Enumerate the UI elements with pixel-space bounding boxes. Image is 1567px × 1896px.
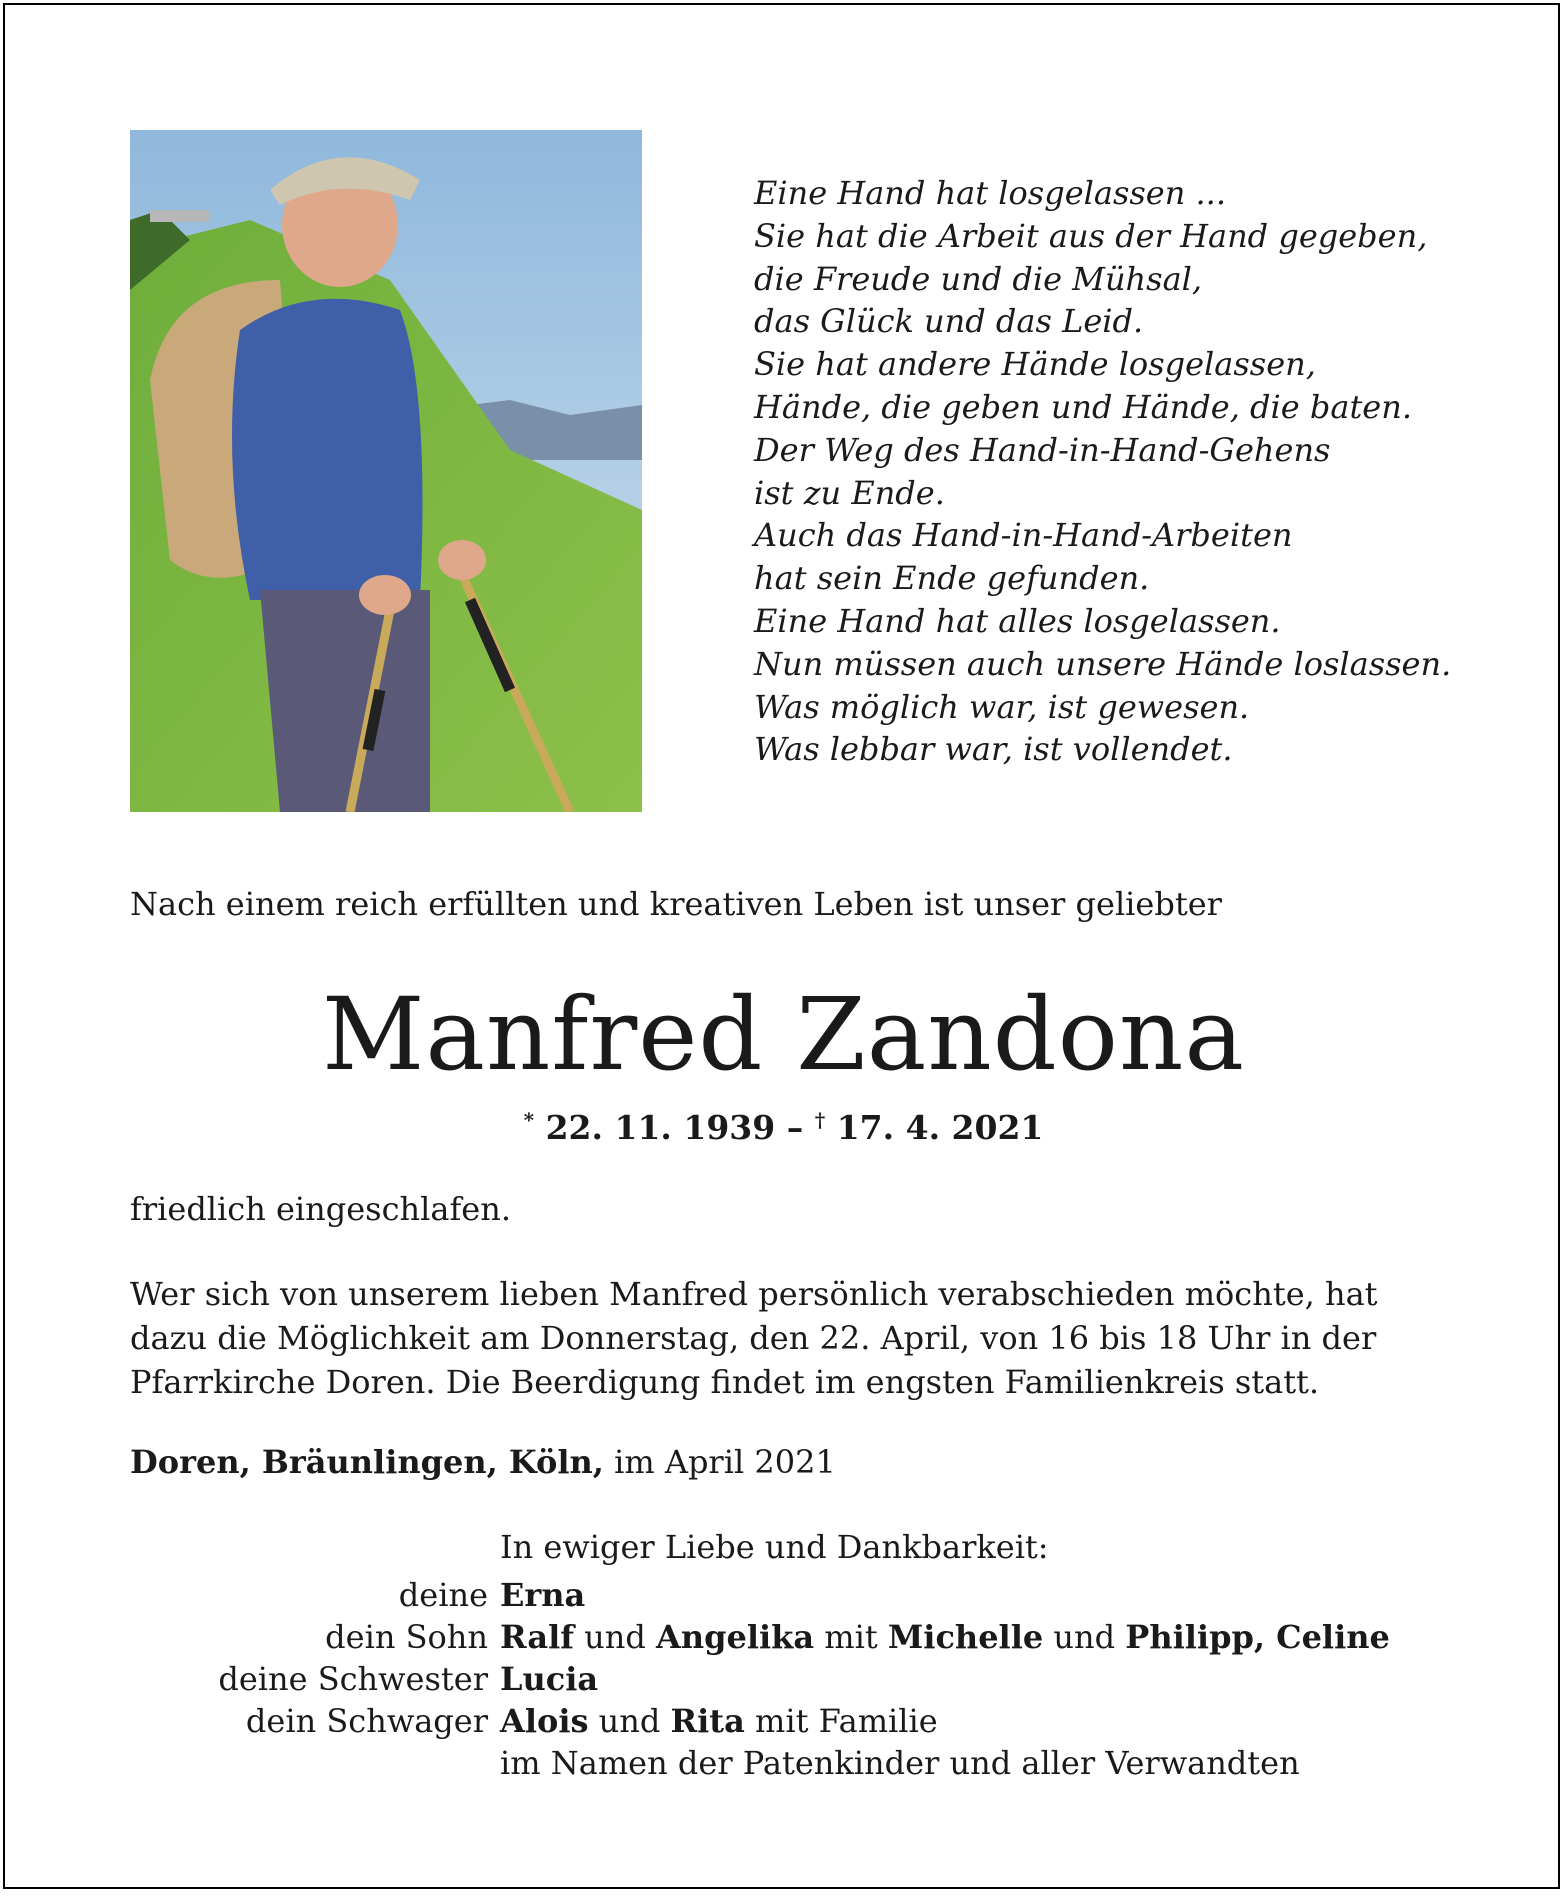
poem-line: Sie hat die Arbeit aus der Hand gegeben, [754,216,1428,255]
poem-line: Eine Hand hat losgelassen ... [754,174,1227,212]
signer-row [130,1660,1390,1702]
poem-line: das Glück und das Leid. [754,302,1144,341]
poem-line: ist zu Ende. [754,473,945,512]
signer-row [130,1576,1390,1618]
death-date: 17. 4. 2021 [836,1108,1044,1147]
birth-date: 22. 11. 1939 [545,1108,776,1147]
signer-name: Rita [670,1702,745,1740]
poem-line: Sie hat andere Hände losgelassen, [754,345,1316,384]
born-symbol: * [523,1108,535,1132]
place-date [130,1443,836,1481]
signers-list [130,1576,1390,1744]
deceased-name: Manfred Zandona [322,976,1245,1093]
paragraph-line: dazu die Möglichkeit am Donnerstag, den 22. April, von 16 bis 18 Uhr in der [130,1319,1377,1357]
paragraph-line: Pfarrkirche Doren. Die Beerdigung findet im engsten Familienkreis statt. [130,1363,1320,1401]
signer-name: Lucia [500,1660,599,1698]
poem [754,172,1514,771]
signer-connector: und [1043,1618,1126,1656]
poem-line: hat sein Ende gefunden. [754,559,1150,598]
signer-relation: deine Schwester [218,1660,488,1698]
intro-text: Nach einem reich erfüllten und kreativen Leben ist unser geliebter [130,885,1222,923]
poem-line: Der Weg des Hand-in-Hand-Gehens [754,430,1331,469]
sleep-text: friedlich eingeschlafen. [130,1190,511,1228]
signer-name: Ralf [500,1618,574,1656]
farewell-paragraph [130,1272,1470,1404]
life-dates [0,1108,1567,1147]
signer-relation: dein Sohn [325,1618,488,1656]
signer-row [130,1702,1390,1744]
date-dash: – [786,1108,804,1147]
signer-relation: dein Schwager [245,1702,488,1740]
signer-name: Philipp, Celine [1125,1618,1390,1656]
signer-connector: mit [814,1618,888,1656]
signoff-heading: In ewiger Liebe und Dankbarkeit: [500,1528,1049,1566]
signer-name: Angelika [656,1618,815,1656]
signer-name: Alois [500,1702,589,1740]
place-date-text: im April 2021 [603,1443,836,1481]
signer-connector: mit Familie [744,1702,938,1740]
signer-name: Michelle [887,1618,1044,1656]
poem-line: Auch das Hand-in-Hand-Arbeiten [754,516,1293,555]
poem-line: Was lebbar war, ist vollendet. [754,730,1233,769]
paragraph-line: Wer sich von unserem lieben Manfred persönlich verabschieden möchte, hat [130,1275,1378,1313]
signer-names [500,1660,598,1698]
signer-connector: und [573,1618,657,1656]
signer-row [130,1618,1390,1660]
poem-line: Was möglich war, ist gewesen. [754,687,1250,726]
signer-relation: deine [398,1576,488,1614]
died-symbol: † [814,1108,826,1132]
poem-line: die Freude und die Mühsal, [754,259,1203,298]
poem-line: Hände, die geben und Hände, die baten. [754,387,1413,426]
poem-line: Eine Hand hat alles losgelassen. [754,601,1281,640]
places: Doren, Bräunlingen, Köln, [130,1443,604,1481]
signer-names [500,1702,938,1740]
signer-names [500,1618,1390,1656]
signer-connector: und [588,1702,671,1740]
poem-line: Nun müssen auch unsere Hände loslassen. [754,644,1452,683]
signer-names [500,1576,585,1614]
portrait-photo [130,130,642,812]
signoff-last-line: im Namen der Patenkinder und aller Verwandten [500,1744,1300,1782]
signer-name: Erna [500,1576,586,1614]
